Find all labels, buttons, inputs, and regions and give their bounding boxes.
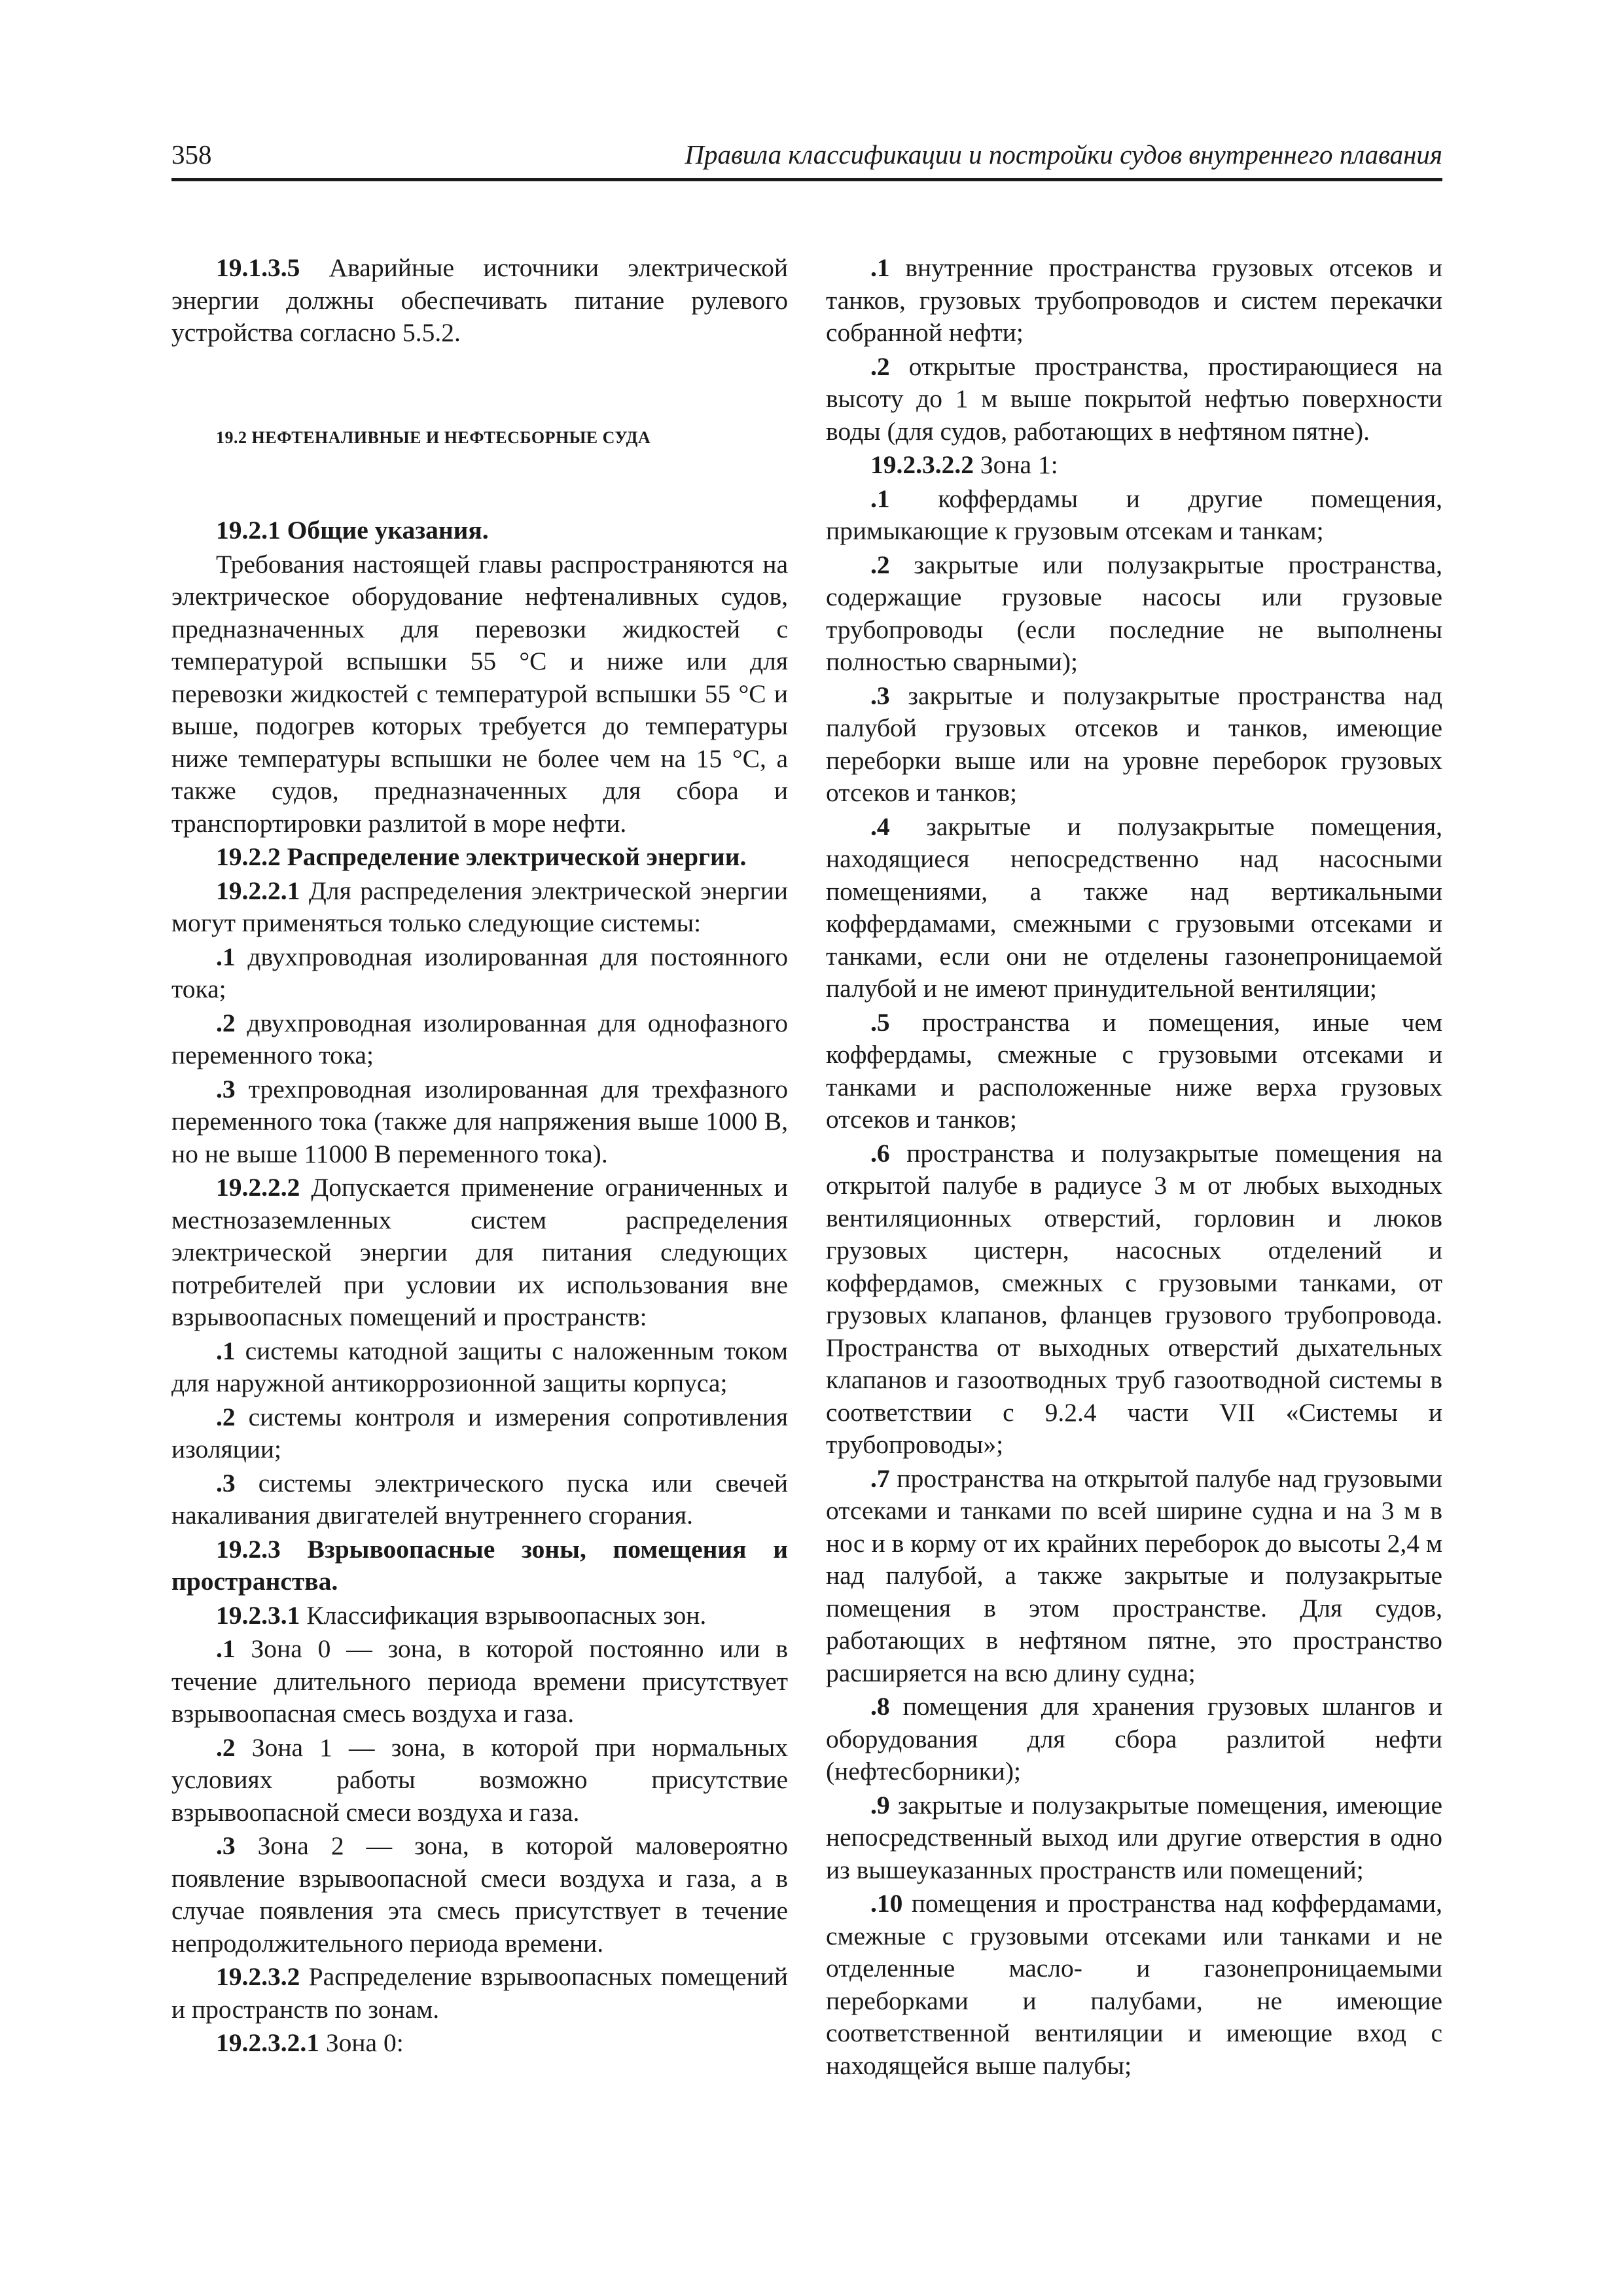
- paragraph-19-1-3-5: 19.1.3.5 Аварийные источники электрической энергии должны обеспечивать питание рулевого устройства согласно 5.5.2.: [171, 253, 788, 347]
- paragraph-19-2-3-2-1: 19.2.3.2.1 Зона 0:: [216, 2028, 404, 2057]
- list-item: .3 Зона 2 — зона, в которой маловероятно появление взрывоопасной смеси воздуха и газа, а в случае появления эта смесь присутствует в течение непродолжительного периода времени.: [171, 1831, 788, 1958]
- paragraph-19-2-2-2: 19.2.2.2 Допускается применение ограниченных и местнозаземленных систем распределения электрической энергии для питания следующих потребителей при условии их использования вне взрывоопасных помещений и пространств:: [171, 1173, 788, 1331]
- list-item: .6 пространства и полузакрытые помещения на открытой палубе в радиусе 3 м от любых выходных вентиляционных отверстий, горловин и люков грузовых цистерн, насосных отделений и коффердамов, смежных с грузовыми танками, от грузовых клапанов, фланцев грузового трубопровода. Пространства от выходных отверстий дыхательных клапанов и газоотводных труб газоотводной системы в соответствии с 9.2.4 части VII «Системы и трубопроводы»;: [826, 1138, 1442, 1459]
- paragraph-19-2-1-body: Требования настоящей главы распространяются на электрическое оборудование нефтеналивных судов, предназначенных для перевозки жидкостей с температурой вспышки 55 °С и ниже или для перевозки жидкостей с температурой вспышки 55 °С и выше, подогрев которых требуется до температуры ниже температуры вспышки не более чем на 15 °С, а также судов, предназначенных для сбора и транспортировки разлитой в море нефти.: [171, 549, 788, 838]
- page-header: [171, 139, 1442, 181]
- list-item: .8 помещения для хранения грузовых шлангов и оборудования для сбора разлитой нефти (нефтесборники);: [826, 1692, 1442, 1785]
- list-item: .3 системы электрического пуска или свечей накаливания двигателей внутреннего сгорания.: [171, 1468, 788, 1530]
- paragraph-19-2-3-1: 19.2.3.1 Классификация взрывоопасных зон.: [216, 1600, 707, 1630]
- list-item: .3 трехпроводная изолированная для трехфазного переменного тока (также для напряжения выше 1000 В, но не выше 11000 В переменного тока).: [171, 1074, 788, 1168]
- paragraph-19-2-3-2-2: 19.2.3.2.2 Зона 1:: [870, 450, 1058, 479]
- subheading-19-2-1: 19.2.1 Общие указания.: [216, 516, 489, 545]
- paragraph-19-2-3-2: 19.2.3.2 Распределение взрывоопасных помещений и пространств по зонам.: [171, 1962, 788, 2024]
- subheading-19-2-2: 19.2.2 Распределение электрической энергии.: [216, 842, 747, 871]
- list-item: .1 Зона 0 — зона, в которой постоянно или в течение длительного периода времени присутствует взрывоопасная смесь воздуха и газа.: [171, 1634, 788, 1728]
- list-item: .3 закрытые и полузакрытые пространства над палубой грузовых отсеков и танков, имеющие переборки выше или на уровне переборок грузовых отсеков и танков;: [826, 681, 1442, 807]
- list-item: .1 двухпроводная изолированная для постоянного тока;: [171, 942, 788, 1003]
- list-item: .1 системы катодной защиты с наложенным током для наружной антикоррозионной защиты корпуса;: [171, 1336, 788, 1397]
- left-column: [171, 252, 788, 2061]
- running-title: Правила классификации и постройки судов внутреннего плавания: [685, 139, 1442, 170]
- list-item: .5 пространства и помещения, иные чем коффердамы, смежные с грузовыми отсеками и танками и расположенные ниже верха грузовых отсеков и танков;: [826, 1007, 1442, 1134]
- list-item: .1 коффердамы и другие помещения, примыкающие к грузовым отсекам и танкам;: [826, 484, 1442, 545]
- list-item: .9 закрытые и полузакрытые помещения, имеющие непосредственный выход или другие отверстия в одно из вышеуказанных пространств или помещений;: [826, 1790, 1442, 1884]
- paragraph-19-2-2-1: 19.2.2.1 Для распределения электрической энергии могут применяться только следующие системы:: [171, 876, 788, 937]
- list-item: .7 пространства на открытой палубе над грузовыми отсеками и танками по всей ширине судна и на 3 м в нос и в корму от их крайних переборок до высоты 2,4 м над палубой, а также закрытые и полузакрытые помещения в этом пространстве. Для судов, работающих в нефтяном пятне, это пространство расширяется на всю длину судна;: [826, 1463, 1442, 1687]
- list-item: .10 помещения и пространства над коффердамами, смежные с грузовыми отсеками или танками и не отделенные масло- и газонепроницаемыми переборками и палубами, не имеющие соответственной вентиляции и имеющие вход с находящейся выше палубы;: [826, 1889, 1442, 2080]
- list-item: .2 закрытые или полузакрытые пространства, содержащие грузовые насосы или грузовые трубопроводы (если последние не выполнены полностью сварными);: [826, 550, 1442, 676]
- right-column: [826, 252, 1442, 2083]
- list-item: .1 внутренние пространства грузовых отсеков и танков, грузовых трубопроводов и систем перекачки собранной нефти;: [826, 253, 1442, 347]
- section-heading-19-2: 19.2 НЕФТЕНАЛИВНЫЕ И НЕФТЕСБОРНЫЕ СУДА: [216, 427, 651, 447]
- list-item: .2 открытые пространства, простирающиеся на высоту до 1 м выше покрытой нефтью поверхности воды (для судов, работающих в нефтяном пятне).: [826, 351, 1442, 446]
- list-item: .2 Зона 1 — зона, в которой при нормальных условиях работы возможно присутствие взрывоопасной смеси воздуха и газа.: [171, 1732, 788, 1827]
- list-item: .2 двухпроводная изолированная для однофазного переменного тока;: [171, 1008, 788, 1069]
- list-item: .2 системы контроля и измерения сопротивления изоляции;: [171, 1402, 788, 1463]
- list-item: .4 закрытые и полузакрытые помещения, находящиеся непосредственно над насосными помещениями, а также над вертикальными коффердамами, смежными с грузовыми отсеками и танками, если они не отделены газонепроницаемой палубой и не имеют принудительной вентиляции;: [826, 812, 1442, 1003]
- subheading-19-2-3: 19.2.3 Взрывоопасные зоны, помещения и пространства.: [171, 1534, 788, 1596]
- page-number: 358: [171, 139, 212, 170]
